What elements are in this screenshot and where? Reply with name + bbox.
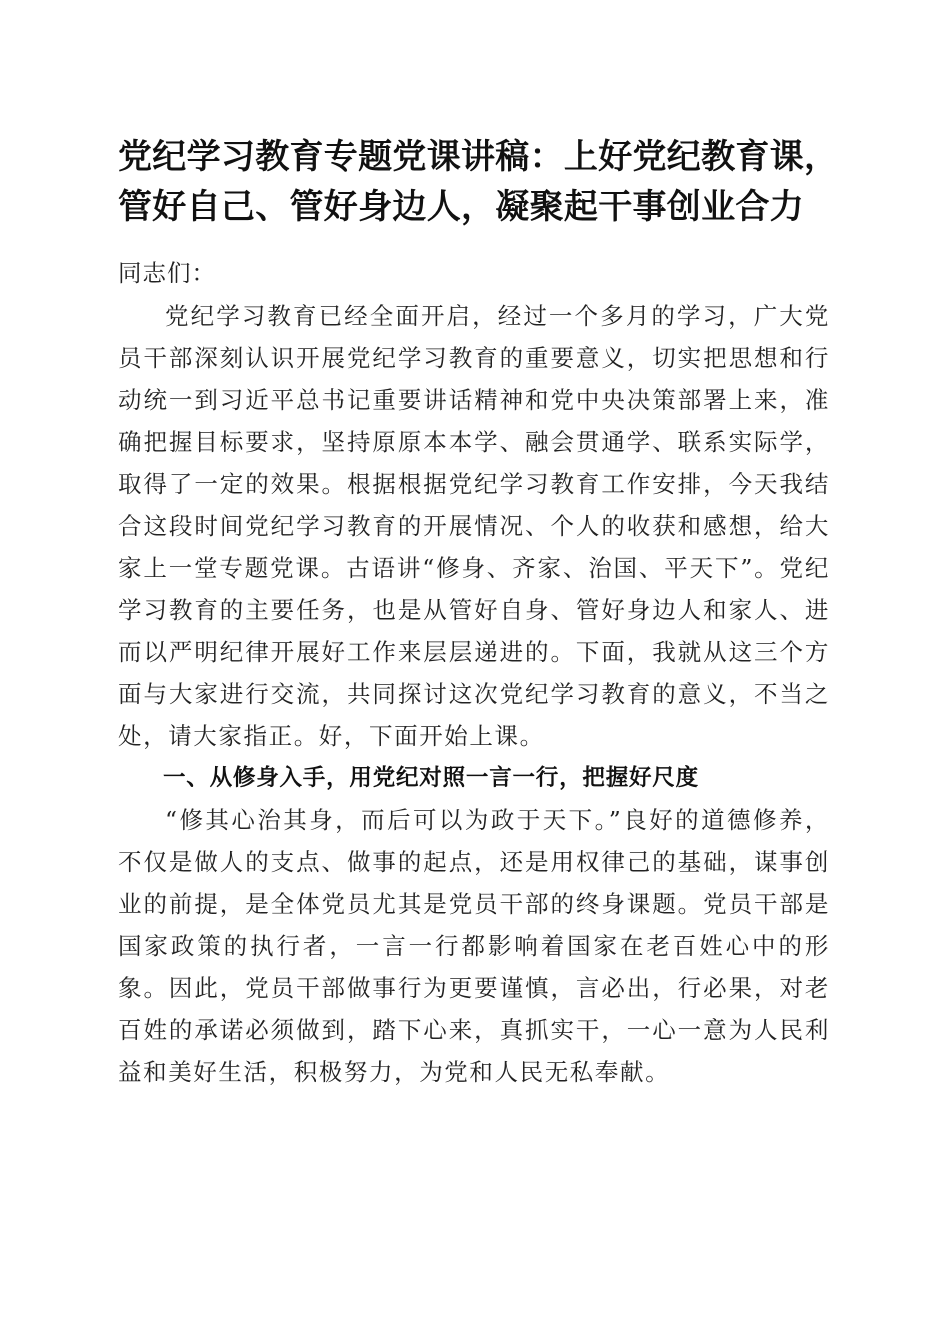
paragraph-section-1: “修其心治其身，而后可以为政于天下。”良好的道德修养，不仅是做人的支点、做事的起点，还是用权律己的基础，谋事创业的前提，是全体党员尤其是党员干部的终身课题。党员干部是国家政策的执行者，一言一行都影响着国家在老百姓心中的形象。因此，党员干部做事行为更要谨慎，言必出，行必果，对老百姓的承诺必须做到，踏下心来，真抓实干，一心一意为人民利益和美好生活，积极努力，为党和人民无私奉献。 — [118, 806, 830, 1086]
salutation: 同志们： — [118, 259, 216, 287]
document-title — [118, 132, 858, 232]
section-heading-1: 一、从修身入手，用党纪对照一言一行，把握好尺度 — [163, 765, 699, 791]
document-body — [118, 252, 830, 1093]
title-line-1: 党纪学习教育专题党课讲稿：上好党纪教育课， — [118, 137, 839, 177]
title-line-2: 管好自己、管好身边人，凝聚起干事创业合力 — [118, 187, 804, 227]
paragraph-intro: 党纪学习教育已经全面开启，经过一个多月的学习，广大党员干部深刻认识开展党纪学习教育的重要意义，切实把思想和行动统一到习近平总书记重要讲话精神和党中央决策部署上来，准确把握目标要求，坚持原原本本学、融会贯通学、联系实际学，取得了一定的效果。根据根据党纪学习教育工作安排，今天我结合这段时间党纪学习教育的开展情况、个人的收获和感想，给大家上一堂专题党课。古语讲“修身、齐家、治国、平天下”。党纪学习教育的主要任务，也是从管好自身、管好身边人和家人、进而以严明纪律开展好工作来层层递进的。下面，我就从这三个方面与大家进行交流，共同探讨这次党纪学习教育的意义，不当之处，请大家指正。好，下面开始上课。 — [118, 302, 830, 750]
